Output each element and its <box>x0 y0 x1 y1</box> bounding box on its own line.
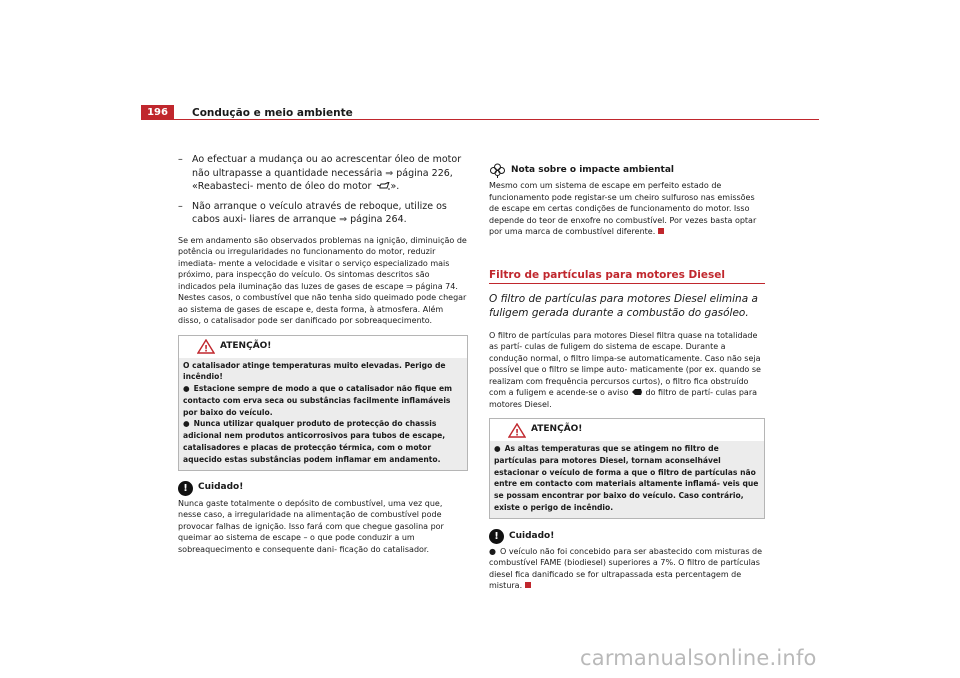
list-item: ● As altas temperaturas que se atingem no filtro de partículas para motores Diesel, tornam aconselhável estacionar o veículo de forma a que o filtro de partículas não entre em contacto com materiais altamente inflamá- veis que se possam encontrar por baixo do veículo. Caso contrário, existe o perigo de incêndio. <box>494 444 759 512</box>
bullet-icon: ● <box>183 419 190 429</box>
dash-item-tail: ». <box>390 181 400 192</box>
list-item: ● Nunca utilizar qualquer produto de protecção do chassis adicional nem produtos anticorrosivos para tubos de escape, catalisadores e placas de protecção térmica, com o motor aquecido estas substâncias podem inflamar em andamento. <box>183 419 446 464</box>
eco-note-heading <box>489 163 765 178</box>
warning-title: ATENÇÃO! <box>531 424 583 435</box>
bullet-icon: ● <box>489 546 496 556</box>
oil-can-icon <box>376 182 390 190</box>
list-item <box>178 153 468 194</box>
section-subheading: O filtro de partículas para motores Diesel elimina a fuligem gerada durante a combustão do gasóleo. <box>489 292 758 319</box>
environment-flower-icon <box>489 163 506 178</box>
end-marker-icon <box>658 228 664 234</box>
section-heading: Filtro de partículas para motores Diesel <box>489 268 765 284</box>
dash-mark: – <box>178 200 183 212</box>
warning-title: ATENÇÃO! <box>220 340 272 351</box>
warning-body <box>179 358 467 470</box>
dash-mark: – <box>178 154 183 165</box>
dash-item-text: Ao efectuar a mudança ou ao acrescentar óleo de motor não ultrapasse a quantidade necessária ⇒ página 226, «Reabasteci- mento de óleo do motor <box>192 154 462 192</box>
right-column <box>489 163 765 600</box>
header-rule <box>141 119 819 120</box>
diesel-filter-warning-icon <box>631 388 643 396</box>
bullet-icon: ● <box>183 384 190 394</box>
left-column <box>178 153 468 563</box>
list-item <box>178 200 468 227</box>
watermark: carmanualsonline.info <box>580 646 817 670</box>
running-title: Condução e meio ambiente <box>192 107 353 119</box>
warning-triangle-icon <box>197 339 215 354</box>
svg-text:!: ! <box>203 344 209 354</box>
dash-item-text: Não arranque o veículo através de reboque, utilize os cabos auxi- liares de arranque ⇒ página 264. <box>192 200 447 225</box>
list-item: ● Estacione sempre de modo a que o catalisador não fique em contacto com erva seca ou substâncias facilmente inflamáveis por baixo do veículo. <box>183 384 453 417</box>
caution-heading <box>489 529 765 544</box>
body-paragraph: Se em andamento são observados problemas na ignição, diminuição de potência ou irregularidades no funcionamento do motor, reduzir imediata- mente a velocidade e visitar o serviço especializado mais próximo, para inspecção do veículo. Os sintomas descritos são indicados pela iluminação das luzes de gases de escape ⇒ página 74. Nestes casos, o combustível que não tenha sido queimado pode chegar ao sistema de gases de escape e, desta forma, à atmosfera. Além disso, o catalisador pode ser danificado por sobreaquecimento. <box>178 235 467 325</box>
warning-triangle-icon <box>508 423 526 438</box>
warning-body <box>490 441 764 518</box>
bullet-icon: ● <box>494 444 501 453</box>
svg-text:!: ! <box>514 428 520 438</box>
section-paragraph: O filtro de partículas para motores Diesel filtra quase na totalidade as partí- culas de fuligem do sistema de escape. Durante a condução normal, o filtro limpa-se automaticamente. Caso não seja possível que o filtro se limpe auto- maticamente (por ex. quando se realizam com frequência percursos curtos), o filtro fica obstruído com a fuligem e acende-se o aviso do filtro de partí- culas para motores Diesel. <box>489 330 761 409</box>
caution-text: ● O veículo não foi concebido para ser abastecido com misturas de combustível FAME (biodiesel) superiores a 7%. O filtro de partículas diesel fica danificado se for ultrapassada esta percentagem de mistura. <box>489 546 763 591</box>
eco-note-text: Mesmo com um sistema de escape em perfeito estado de funcionamento pode registar-se um cheiro sulfuroso nas emissões de escape em certas condições de funcionamento do motor. Isso depende do teor de enxofre no combustível. Por vezes basta optar por uma marca de combustível diferente. <box>489 181 757 236</box>
eco-note-title: Nota sobre o impacte ambiental <box>511 164 675 175</box>
warning-box <box>489 418 765 519</box>
caution-icon: ! <box>489 529 504 544</box>
page-number: 196 <box>141 105 174 120</box>
caution-heading <box>178 481 468 496</box>
caution-icon: ! <box>178 481 193 496</box>
end-marker-icon <box>525 582 531 588</box>
caution-text: Nunca gaste totalmente o depósito de combustível, uma vez que, nesse caso, a irregularidade na alimentação de combustível pode provocar falhas de ignição. Isso fará com que chegue gasolina por queimar ao sistema de escape – o que pode conduzir a um sobreaquecimento e consequente dani- ficação do catalisador. <box>178 498 444 554</box>
caution-title: Cuidado! <box>198 482 244 493</box>
warning-intro: O catalisador atinge temperaturas muito elevadas. Perigo de incêndio! <box>183 360 446 382</box>
caution-title: Cuidado! <box>509 530 555 541</box>
warning-box <box>178 335 468 471</box>
